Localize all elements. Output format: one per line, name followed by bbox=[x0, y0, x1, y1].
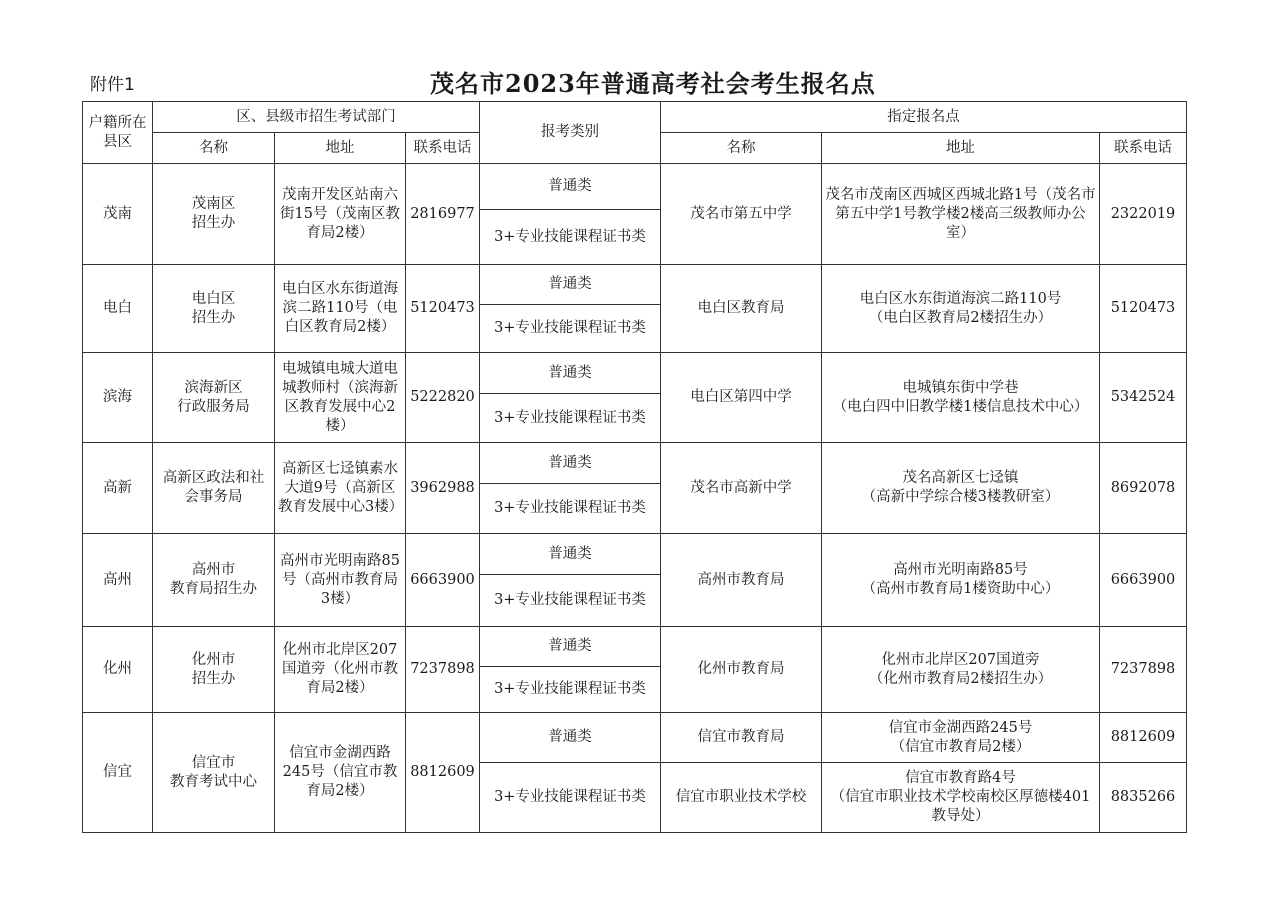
header-site-name: 名称 bbox=[661, 133, 822, 164]
site-name-cell: 化州市教育局 bbox=[661, 627, 822, 713]
dept-address-cell: 信宜市金湖西路245号（信宜市教育局2楼） bbox=[275, 713, 406, 833]
site-address-cell: 化州市北岸区207国道旁 （化州市教育局2楼招生办） bbox=[822, 627, 1100, 713]
site-address-cell: 电白区水东街道海滨二路110号 （电白区教育局2楼招生办） bbox=[822, 265, 1100, 353]
dept-name-cell: 高新区政法和社会事务局 bbox=[153, 443, 275, 534]
region-cell: 高州 bbox=[83, 534, 153, 627]
dept-phone-cell: 5222820 bbox=[406, 353, 480, 443]
dept-phone-cell: 7237898 bbox=[406, 627, 480, 713]
category-general-cell: 普通类 bbox=[480, 713, 661, 763]
site-name-cell: 茂名市高新中学 bbox=[661, 443, 822, 534]
site-phone-cell: 8812609 bbox=[1100, 713, 1187, 763]
table-row bbox=[83, 713, 1187, 763]
dept-address-cell: 电城镇电城大道电城教师村（滨海新区教育发展中心2楼） bbox=[275, 353, 406, 443]
dept-address-cell: 高州市光明南路85号（高州市教育局3楼） bbox=[275, 534, 406, 627]
header-dept-name: 名称 bbox=[153, 133, 275, 164]
category-general-cell: 普通类 bbox=[480, 627, 661, 667]
dept-name-cell: 信宜市 教育考试中心 bbox=[153, 713, 275, 833]
site-address-cell: 信宜市教育路4号 （信宜市职业技术学校南校区厚德楼401教导处） bbox=[822, 763, 1100, 833]
category-vocational-cell: 3+专业技能课程证书类 bbox=[480, 305, 661, 353]
table-row bbox=[83, 443, 1187, 484]
site-phone-cell: 6663900 bbox=[1100, 534, 1187, 627]
table-row bbox=[83, 265, 1187, 305]
site-phone-cell: 8835266 bbox=[1100, 763, 1187, 833]
dept-name-cell: 电白区 招生办 bbox=[153, 265, 275, 353]
region-cell: 茂南 bbox=[83, 164, 153, 265]
site-address-cell: 信宜市金湖西路245号 （信宜市教育局2楼） bbox=[822, 713, 1100, 763]
dept-phone-cell: 3962988 bbox=[406, 443, 480, 534]
site-phone-cell: 7237898 bbox=[1100, 627, 1187, 713]
dept-name-cell: 茂南区 招生办 bbox=[153, 164, 275, 265]
dept-name-cell: 化州市 招生办 bbox=[153, 627, 275, 713]
site-phone-cell: 5120473 bbox=[1100, 265, 1187, 353]
dept-phone-cell: 5120473 bbox=[406, 265, 480, 353]
header-category: 报考类别 bbox=[480, 102, 661, 164]
site-address-cell: 茂名高新区七迳镇 （高新中学综合楼3楼教研室） bbox=[822, 443, 1100, 534]
dept-phone-cell: 6663900 bbox=[406, 534, 480, 627]
header-site-group: 指定报名点 bbox=[661, 102, 1187, 133]
attachment-label: 附件1 bbox=[90, 75, 135, 95]
dept-address-cell: 电白区水东街道海滨二路110号（电白区教育局2楼） bbox=[275, 265, 406, 353]
category-general-cell: 普通类 bbox=[480, 443, 661, 484]
registration-table bbox=[82, 101, 1187, 833]
table-row bbox=[83, 353, 1187, 394]
dept-name-cell: 高州市 教育局招生办 bbox=[153, 534, 275, 627]
site-address-cell: 茂名市茂南区西城区西城北路1号（茂名市第五中学1号教学楼2楼高三级教师办公室） bbox=[822, 164, 1100, 265]
table-row bbox=[83, 164, 1187, 210]
region-cell: 电白 bbox=[83, 265, 153, 353]
header-dept-phone: 联系电话 bbox=[406, 133, 480, 164]
region-cell: 滨海 bbox=[83, 353, 153, 443]
category-vocational-cell: 3+专业技能课程证书类 bbox=[480, 484, 661, 534]
header-dept-address: 地址 bbox=[275, 133, 406, 164]
header-dept-group: 区、县级市招生考试部门 bbox=[153, 102, 480, 133]
category-general-cell: 普通类 bbox=[480, 164, 661, 210]
region-cell: 信宜 bbox=[83, 713, 153, 833]
category-vocational-cell: 3+专业技能课程证书类 bbox=[480, 763, 661, 833]
site-name-cell: 电白区第四中学 bbox=[661, 353, 822, 443]
category-general-cell: 普通类 bbox=[480, 353, 661, 394]
site-name-cell: 电白区教育局 bbox=[661, 265, 822, 353]
site-phone-cell: 5342524 bbox=[1100, 353, 1187, 443]
site-name-cell: 信宜市教育局 bbox=[661, 713, 822, 763]
site-name-cell: 茂名市第五中学 bbox=[661, 164, 822, 265]
category-general-cell: 普通类 bbox=[480, 265, 661, 305]
header-site-address: 地址 bbox=[822, 133, 1100, 164]
site-phone-cell: 8692078 bbox=[1100, 443, 1187, 534]
category-vocational-cell: 3+专业技能课程证书类 bbox=[480, 575, 661, 627]
dept-address-cell: 高新区七迳镇素水大道9号（高新区教育发展中心3楼） bbox=[275, 443, 406, 534]
dept-address-cell: 化州市北岸区207国道旁（化州市教育局2楼） bbox=[275, 627, 406, 713]
region-cell: 化州 bbox=[83, 627, 153, 713]
category-vocational-cell: 3+专业技能课程证书类 bbox=[480, 667, 661, 713]
site-name-cell: 高州市教育局 bbox=[661, 534, 822, 627]
table-row bbox=[83, 627, 1187, 667]
dept-phone-cell: 8812609 bbox=[406, 713, 480, 833]
table-row bbox=[83, 534, 1187, 575]
site-phone-cell: 2322019 bbox=[1100, 164, 1187, 265]
header-region: 户籍所在县区 bbox=[83, 102, 153, 164]
page-title: 茂名市2023年普通高考社会考生报名点 bbox=[430, 69, 876, 98]
site-address-cell: 高州市光明南路85号 （高州市教育局1楼资助中心） bbox=[822, 534, 1100, 627]
category-vocational-cell: 3+专业技能课程证书类 bbox=[480, 210, 661, 265]
dept-name-cell: 滨海新区 行政服务局 bbox=[153, 353, 275, 443]
header-row-1 bbox=[83, 102, 1187, 133]
category-vocational-cell: 3+专业技能课程证书类 bbox=[480, 394, 661, 443]
region-cell: 高新 bbox=[83, 443, 153, 534]
dept-address-cell: 茂南开发区站南六街15号（茂南区教育局2楼） bbox=[275, 164, 406, 265]
category-general-cell: 普通类 bbox=[480, 534, 661, 575]
dept-phone-cell: 2816977 bbox=[406, 164, 480, 265]
site-address-cell: 电城镇东街中学巷 （电白四中旧教学楼1楼信息技术中心） bbox=[822, 353, 1100, 443]
site-name-cell: 信宜市职业技术学校 bbox=[661, 763, 822, 833]
header-site-phone: 联系电话 bbox=[1100, 133, 1187, 164]
